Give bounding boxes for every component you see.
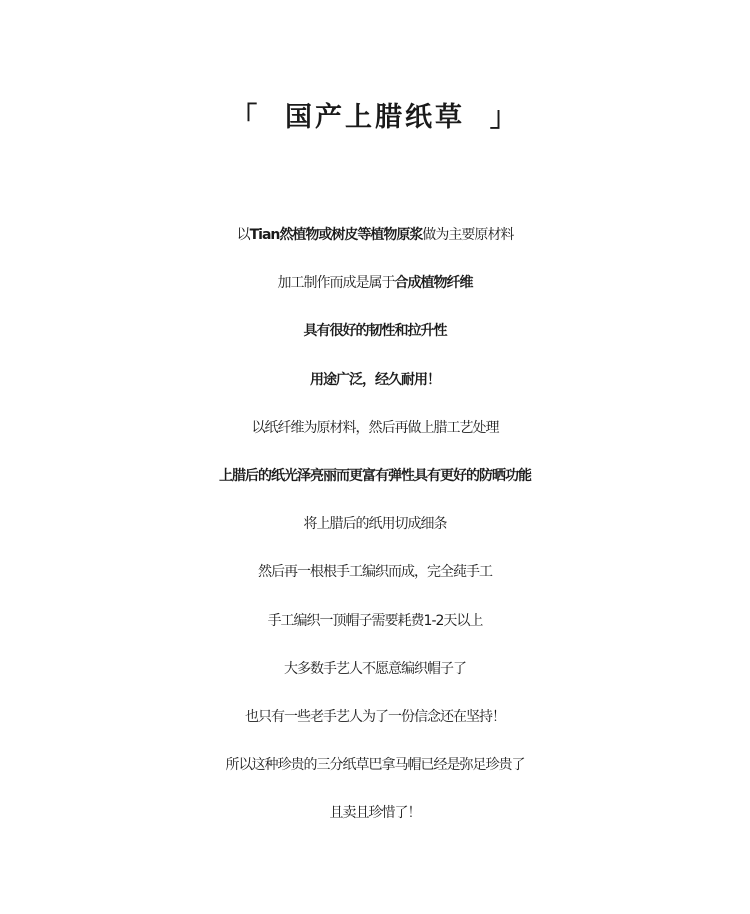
- text-segment-bold: 合成植物纤维: [394, 275, 473, 292]
- text-segment: 加工制作而成是属于: [277, 275, 395, 292]
- text-segment: 大多数手艺人不愿意编织帽子了: [284, 660, 466, 677]
- description-line: [0, 741, 750, 789]
- text-segment: 且卖且珍惜了！: [329, 805, 421, 822]
- description-line: [0, 452, 750, 500]
- text-segment-bold: 用途广泛，经久耐用！: [310, 371, 440, 388]
- text-segment: 以纸纤维为原材料，然后再做上腊工艺处理: [251, 419, 499, 436]
- description-line: [0, 356, 750, 404]
- description-text-block: [0, 211, 750, 837]
- text-segment: 然后再一根根手工编织而成，完全莼手工: [258, 564, 492, 581]
- description-line: [0, 404, 750, 452]
- description-line: [0, 645, 750, 693]
- text-segment-bold: 具有很好的韧性和拉升性: [303, 323, 447, 340]
- description-line: [0, 259, 750, 307]
- text-segment: 做为主要原材料: [422, 227, 514, 243]
- text-segment: 将上腊后的纸用切成细条: [303, 516, 447, 533]
- description-line: [0, 500, 750, 548]
- text-segment: 所以这种珍贵的三分纸草巴拿马帽已经是弥足珍贵了: [225, 757, 525, 774]
- description-line: [0, 307, 750, 355]
- text-segment: 以: [236, 227, 250, 243]
- description-line: [0, 548, 750, 596]
- text-segment: 也只有一些老手艺人为了一份信念还在坚持！: [245, 708, 505, 725]
- description-line: [0, 693, 750, 741]
- description-line: [0, 211, 750, 259]
- text-segment-bold: 上腊后的纸光泽亮丽而更富有弹性具有更好的防晒功能: [219, 467, 531, 484]
- page-title: 「 国产上腊纸草 」: [230, 102, 520, 133]
- description-line: [0, 789, 750, 837]
- text-segment-bold: Tian然植物或树皮等植物原浆: [249, 227, 423, 243]
- text-segment: 手工编织一顶帽子需要耗费1-2天以上: [267, 612, 483, 629]
- description-line: [0, 597, 750, 645]
